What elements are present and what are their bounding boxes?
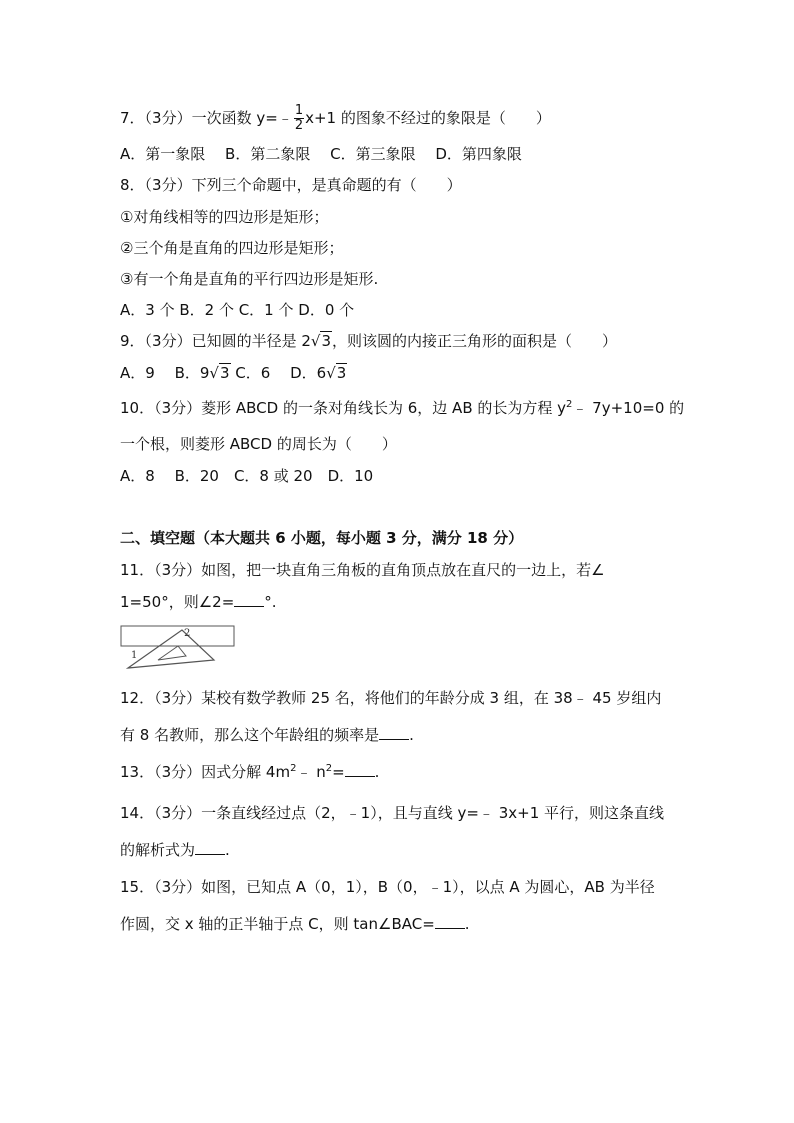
- q10-stem-line1: 10．（3分）菱形 ABCD 的一条对角线长为 6，边 AB 的长为方程 $y^2﹣$ 7y+10=0 的: [120, 399, 685, 417]
- q11-stem-line1: 11．（3分）如图，把一块直角三角板的直角顶点放在直尺的一边上，若∠: [120, 561, 605, 579]
- sqrt-3: √3: [310, 332, 332, 350]
- q9-stem: 9．（3分）已知圆的半径是 2√3，则该圆的内接正三角形的面积是（ ）: [120, 332, 618, 350]
- ruler-shape: [121, 626, 234, 646]
- q12-stem-line1: 12．（3分）某校有数学教师 25 名，将他们的年龄分成 3 组，在 38﹣ 45 岁组内: [120, 689, 662, 707]
- q7-options: A．第一象限 B．第二象限 C．第三象限 D．第四象限: [120, 145, 522, 163]
- fraction-one-half: $\frac{1}{2}$: [294, 103, 304, 133]
- answer-blank: [195, 840, 225, 855]
- set-square-outer: [128, 630, 214, 668]
- q14-stem-line2: 的解析式为 .: [120, 841, 230, 859]
- answer-blank: [234, 592, 264, 607]
- angle-1-label: 1: [131, 650, 138, 661]
- q8-options: A．3 个 B．2 个 C．1 个 D．0 个: [120, 301, 355, 319]
- sqrt-3: √3: [326, 364, 347, 382]
- q8-statement-2: ②三个角是直角的四边形是矩形；: [120, 239, 344, 257]
- q8-statement-1: ①对角线相等的四边形是矩形；: [120, 208, 329, 226]
- q14-stem-line1: 14．（3分）一条直线经过点（2，﹣1），且与直线 y=﹣ 3x+1 平行，则这条直线: [120, 804, 665, 822]
- set-square-inner: [158, 646, 186, 660]
- section-heading: 二、填空题（本大题共 6 小题，每小题 3 分，满分 18 分）: [120, 529, 524, 547]
- q7-stem: 7．（3分）一次函数 y=﹣ $\frac{1}{2}$ x+1 的图象不经过的象限是（ ）: [120, 103, 551, 133]
- q9-options: A．9 B．9√3 C．6 D．6√3: [120, 364, 347, 382]
- q8-stem: 8．（3分）下列三个命题中，是真命题的有（ ）: [120, 176, 462, 194]
- angle-2-label: 2: [184, 628, 191, 639]
- sqrt-3: √3: [209, 364, 230, 382]
- answer-blank: [345, 762, 375, 777]
- q15-stem-line1: 15．（3分）如图，已知点 A（0，1），B（0，﹣1），以点 A 为圆心，AB 为半径: [120, 878, 655, 896]
- q10-stem-line2: 一个根，则菱形 ABCD 的周长为（ ）: [120, 435, 397, 453]
- q12-stem-line2: 有 8 名教师，那么这个年龄组的频率是 .: [120, 726, 414, 744]
- q13-stem: 13．（3分）因式分解 $4m^2﹣$ $n^2=$ .: [120, 763, 380, 781]
- ruler-triangle-figure: [120, 624, 240, 676]
- q8-statement-3: ③有一个角是直角的平行四边形是矩形.: [120, 270, 379, 288]
- answer-blank: [379, 725, 409, 740]
- answer-blank: [435, 914, 465, 929]
- q11-stem-line2: 1=50°，则∠2= °.: [120, 593, 277, 611]
- q15-stem-line2: 作圆，交 x 轴的正半轴于点 C，则 tan∠BAC= .: [120, 915, 470, 933]
- q10-options: A．8 B．20 C．8 或 20 D．10: [120, 467, 374, 485]
- ruler-triangle-diagram: [120, 624, 240, 672]
